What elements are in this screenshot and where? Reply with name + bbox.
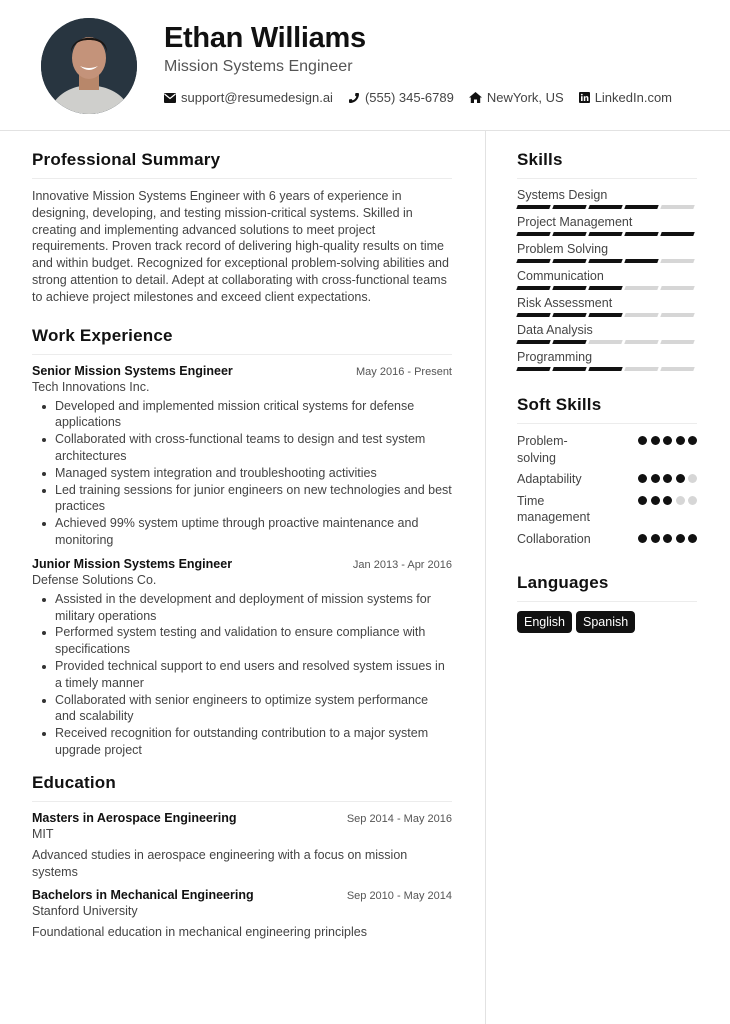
education-section bbox=[32, 773, 452, 941]
contact-linkedin[interactable] bbox=[579, 90, 672, 105]
job-dates: Jan 2013 - Apr 2016 bbox=[352, 558, 452, 571]
skill-level-bar bbox=[517, 259, 697, 263]
home-icon bbox=[469, 92, 482, 103]
skill-level-bar bbox=[517, 286, 697, 290]
rating-dot-icon bbox=[663, 436, 672, 445]
level-segment bbox=[588, 205, 622, 209]
level-segment bbox=[660, 340, 694, 344]
level-segment bbox=[660, 367, 694, 371]
languages-heading: Languages bbox=[517, 573, 697, 602]
soft-skill-name: Problem-solving bbox=[517, 434, 568, 465]
phone-icon bbox=[348, 92, 360, 104]
skill-name: Project Management bbox=[517, 215, 633, 229]
rating-dot-icon bbox=[638, 534, 647, 543]
rating-dot-icon bbox=[651, 496, 660, 505]
skill-item bbox=[517, 242, 697, 263]
level-segment bbox=[516, 367, 550, 371]
skill-level-bar bbox=[517, 205, 697, 209]
level-segment bbox=[552, 367, 586, 371]
education-entry bbox=[32, 888, 452, 941]
level-segment bbox=[552, 232, 586, 236]
level-segment bbox=[660, 286, 694, 290]
contact-phone[interactable] bbox=[348, 90, 454, 105]
level-segment bbox=[588, 340, 622, 344]
level-segment bbox=[624, 232, 658, 236]
languages-list bbox=[517, 611, 697, 633]
level-segment bbox=[516, 286, 550, 290]
level-segment bbox=[516, 340, 550, 344]
level-segment bbox=[552, 313, 586, 317]
level-segment bbox=[552, 340, 586, 344]
skills-section bbox=[517, 150, 697, 371]
soft-skills-section bbox=[517, 395, 697, 547]
candidate-name: Ethan Williams bbox=[164, 22, 366, 54]
sidebar-column bbox=[517, 150, 697, 633]
level-segment bbox=[588, 313, 622, 317]
bullet-item: Collaborated with senior engineers to optimize system performance and scalability bbox=[55, 692, 452, 726]
level-segment bbox=[588, 259, 622, 263]
rating-dots bbox=[638, 534, 697, 543]
skill-name: Programming bbox=[517, 350, 593, 364]
education-description: Advanced studies in aerospace engineering with a focus on mission systems bbox=[32, 847, 408, 879]
contact-email[interactable] bbox=[164, 90, 333, 105]
bullet-item: Collaborated with cross-functional teams to design and test system architectures bbox=[55, 431, 452, 465]
rating-dot-icon bbox=[638, 474, 647, 483]
rating-dot-icon bbox=[651, 534, 660, 543]
job-bullets bbox=[32, 591, 452, 759]
bullet-item: Achieved 99% system uptime through proactive maintenance and monitoring bbox=[55, 515, 452, 549]
avatar bbox=[41, 18, 137, 114]
rating-dots bbox=[638, 436, 697, 445]
level-segment bbox=[588, 286, 622, 290]
skill-item bbox=[517, 350, 697, 371]
linkedin-text: LinkedIn.com bbox=[594, 90, 673, 105]
summary-text: Innovative Mission Systems Engineer with 6 years of experience in designing, developing, and testing mission-critical systems. Skilled in creating and implementing advanced solutions to meet project requirements. Proven track record of delivering high-quality results on time and within budget. Recognized for exceptional problem-solving abilities and strong attention to detail. Adept at collaborating with cross-functional teams to achieve project milestones and exceed client expectations. bbox=[32, 189, 449, 304]
rating-dots bbox=[638, 496, 697, 505]
job-bullets bbox=[32, 398, 452, 549]
degree: Bachelors in Mechanical Engineering bbox=[32, 888, 254, 903]
skill-level-bar bbox=[517, 232, 697, 236]
bullet-item: Developed and implemented mission critical systems for defense applications bbox=[55, 398, 452, 432]
rating-dot-icon bbox=[688, 496, 697, 505]
school: MIT bbox=[32, 826, 54, 841]
soft-skill-name: Collaboration bbox=[517, 531, 591, 546]
rating-dot-icon bbox=[663, 496, 672, 505]
bullet-item: Provided technical support to end users and resolved system issues in a timely manner bbox=[55, 658, 452, 692]
linkedin-icon bbox=[579, 92, 590, 103]
skill-item bbox=[517, 215, 697, 236]
skills-list bbox=[517, 188, 697, 371]
rating-dots bbox=[638, 474, 697, 483]
level-segment bbox=[624, 313, 658, 317]
rating-dot-icon bbox=[688, 436, 697, 445]
level-segment bbox=[660, 205, 694, 209]
summary-heading: Professional Summary bbox=[32, 150, 452, 179]
job-company: Defense Solutions Co. bbox=[32, 572, 157, 587]
bullet-item: Performed system testing and validation to ensure compliance with specifications bbox=[55, 624, 452, 658]
skill-item bbox=[517, 188, 697, 209]
skill-level-bar bbox=[517, 340, 697, 344]
skill-level-bar bbox=[517, 367, 697, 371]
level-segment bbox=[624, 340, 658, 344]
soft-skill-item bbox=[517, 531, 697, 548]
soft-skills-list bbox=[517, 433, 697, 547]
level-segment bbox=[516, 259, 550, 263]
education-heading: Education bbox=[32, 773, 452, 802]
soft-skill-name: Adaptability bbox=[517, 472, 582, 486]
soft-skills-heading: Soft Skills bbox=[517, 395, 697, 424]
skill-item bbox=[517, 269, 697, 290]
rating-dot-icon bbox=[663, 534, 672, 543]
language-badge: English bbox=[517, 611, 572, 633]
skill-name: Risk Assessment bbox=[517, 296, 613, 310]
email-text: support@resumedesign.ai bbox=[181, 90, 333, 105]
education-description: Foundational education in mechanical engineering principles bbox=[32, 925, 367, 940]
level-segment bbox=[552, 286, 586, 290]
level-segment bbox=[624, 259, 658, 263]
level-segment bbox=[516, 313, 550, 317]
level-segment bbox=[660, 232, 694, 236]
level-segment bbox=[588, 367, 622, 371]
level-segment bbox=[588, 232, 622, 236]
level-segment bbox=[516, 205, 550, 209]
bullet-item: Led training sessions for junior engineers on new technologies and best practices bbox=[55, 482, 452, 514]
profile-photo-icon bbox=[41, 18, 137, 114]
education-dates: Sep 2014 - May 2016 bbox=[346, 812, 452, 825]
degree: Masters in Aerospace Engineering bbox=[32, 810, 237, 825]
rating-dot-icon bbox=[651, 436, 660, 445]
languages-section bbox=[517, 573, 697, 633]
skills-heading: Skills bbox=[517, 150, 697, 179]
level-segment bbox=[624, 205, 658, 209]
resume-header bbox=[0, 0, 730, 131]
location-text: NewYork, US bbox=[486, 90, 564, 105]
rating-dot-icon bbox=[676, 436, 685, 445]
level-segment bbox=[516, 232, 550, 236]
column-divider bbox=[485, 131, 486, 1024]
soft-skill-item bbox=[517, 471, 697, 488]
rating-dot-icon bbox=[651, 474, 660, 483]
rating-dot-icon bbox=[688, 534, 697, 543]
soft-skill-item bbox=[517, 493, 697, 526]
skill-name: Problem Solving bbox=[517, 242, 609, 256]
main-column bbox=[32, 150, 452, 949]
contact-location bbox=[469, 90, 564, 105]
job-title: Junior Mission Systems Engineer bbox=[32, 556, 233, 571]
skill-name: Data Analysis bbox=[517, 323, 593, 337]
skill-name: Systems Design bbox=[517, 188, 608, 202]
envelope-icon bbox=[164, 93, 176, 103]
soft-skill-name: Time management bbox=[517, 493, 590, 524]
education-dates: Sep 2010 - May 2014 bbox=[346, 890, 452, 903]
level-segment bbox=[552, 259, 586, 263]
skill-item bbox=[517, 323, 697, 344]
skill-name: Communication bbox=[517, 269, 604, 283]
education-entry bbox=[32, 811, 452, 881]
rating-dot-icon bbox=[638, 496, 647, 505]
bullet-item: Assisted in the development and deployment of mission systems for military operations bbox=[55, 591, 452, 625]
experience-section bbox=[32, 326, 452, 759]
rating-dot-icon bbox=[663, 474, 672, 483]
bullet-item: Managed system integration and troubleshooting activities bbox=[55, 465, 452, 482]
school: Stanford University bbox=[32, 904, 138, 919]
level-segment bbox=[552, 205, 586, 209]
job-dates: May 2016 - Present bbox=[356, 365, 452, 378]
job-company: Tech Innovations Inc. bbox=[32, 379, 150, 394]
phone-text: (555) 345-6789 bbox=[364, 90, 454, 105]
summary-section bbox=[32, 150, 452, 306]
bullet-item: Received recognition for outstanding contribution to a major system upgrade project bbox=[55, 725, 452, 759]
skill-level-bar bbox=[517, 313, 697, 317]
level-segment bbox=[624, 286, 658, 290]
rating-dot-icon bbox=[688, 474, 697, 483]
candidate-title: Mission Systems Engineer bbox=[164, 58, 353, 75]
level-segment bbox=[660, 259, 694, 263]
rating-dot-icon bbox=[676, 474, 685, 483]
contact-list bbox=[164, 90, 687, 105]
job-entry bbox=[32, 557, 452, 759]
rating-dot-icon bbox=[676, 496, 685, 505]
job-title: Senior Mission Systems Engineer bbox=[32, 363, 233, 378]
job-entry bbox=[32, 364, 452, 549]
rating-dot-icon bbox=[676, 534, 685, 543]
level-segment bbox=[660, 313, 694, 317]
soft-skill-item bbox=[517, 433, 697, 466]
skill-item bbox=[517, 296, 697, 317]
level-segment bbox=[624, 367, 658, 371]
experience-heading: Work Experience bbox=[32, 326, 452, 355]
language-badge: Spanish bbox=[576, 611, 635, 633]
rating-dot-icon bbox=[638, 436, 647, 445]
